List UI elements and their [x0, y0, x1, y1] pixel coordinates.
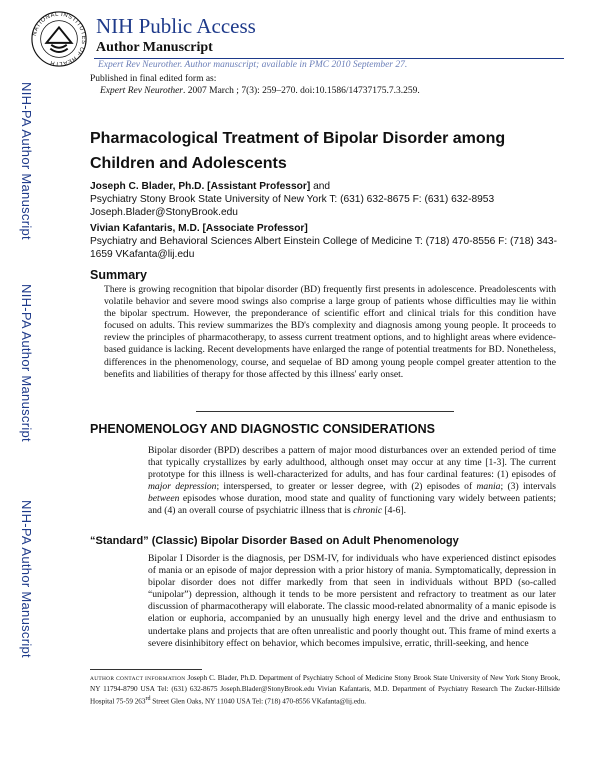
author-block-2 [90, 222, 560, 261]
author-name: Joseph C. Blader, Ph.D. [Assistant Professor] [90, 181, 311, 192]
nih-seal-logo [30, 10, 88, 68]
standard-bd-paragraph: Bipolar I Disorder is the diagnosis, per DSM-IV, for individuals who have experienced distinct episodes of mania or an episode of major depression with a prior history of mania. Symptomatically, depression in bipolar disorder does not differ markedly from that seen in individuals without BPD (so-called “unipolar”) depression, although it tends to be more persistent and refractory to treatment as our later discussion of pharmacotherapy will elaborate. The classic mood-related abnormality of a manic episode is elation or euphoria, accompanied by an unusually high energy level and the drive and enthusiasm to undertake plans and projects that are often unrealistic and poorly thought out. This frame of mind exerts a severe disinhibitory effect on behavior, which becomes impulsive, erratic, thrill-seeking, and hence [148, 553, 556, 649]
footnote-label: AUTHOR CONTACT INFORMATION [90, 676, 186, 682]
author-name: Vivian Kafantaris, M.D. [Associate Professor] [90, 223, 308, 234]
sidebar-label-2: NIH-PA Author Manuscript [19, 284, 34, 442]
section-divider [196, 411, 454, 412]
footnote-divider [90, 669, 202, 670]
published-line: Published in final edited form as: [90, 74, 217, 84]
header-divider [94, 58, 564, 59]
standard-bd-heading: “Standard” (Classic) Bipolar Disorder Based on Adult Phenomenology [90, 535, 459, 547]
citation-journal: Expert Rev Neurother [100, 86, 184, 96]
nih-public-access-title: NIH Public Access [96, 14, 256, 38]
sidebar-label-1: NIH-PA Author Manuscript [19, 82, 34, 240]
phenomenology-heading: PHENOMENOLOGY AND DIAGNOSTIC CONSIDERATIONS [90, 422, 435, 436]
article-title: Pharmacological Treatment of Bipolar Disorder among Children and Adolescents [90, 130, 506, 172]
author-manuscript-label: Author Manuscript [96, 40, 213, 55]
author-conjunction: and [310, 181, 331, 192]
author-affiliation: Psychiatry and Behavioral Sciences Albert Einstein College of Medicine T: (718) 470-8556 F: (718) 343-1659 VKafanta@lij.edu [90, 236, 557, 260]
phenomenology-paragraph: Bipolar disorder (BPD) describes a pattern of major mood disturbances over an extended period of time that typically crystallizes by early adulthood, although onset may occur at any time [1-3]. The current prototype for this illness is well-characterized for adults, and has four cardinal features: (1) episodes of major depression; interspersed, to greater or lesser degree, with (2) episodes of mania; (3) intervals between episodes whose duration, mood state and quality of functioning vary widely between patients; and (4) an overall course of psychiatric illness that is chronic [4-6]. [148, 445, 556, 517]
author-contact-footnote: AUTHOR CONTACT INFORMATION Joseph C. Blader, Ph.D. Department of Psychiatry School of Medicine Stony Brook State University of New York Stony Brook, NY 11794-8790 USA Tel: (631) 632-8675 Joseph.Blader@StonyBrook.edu Vivian Kafantaris, M.D. Department of Psychiatry Research The Zucker-Hillside Hospital 75-59 263rd Street Glen Oaks, NY 11040 USA Tel: (718) 470-8556 VKafanta@lij.edu. [90, 674, 560, 706]
citation-details: . 2007 March ; 7(3): 259–270. doi:10.1586/14737175.7.3.259. [183, 86, 420, 96]
header-journal: Expert Rev Neurother. [98, 60, 183, 70]
sidebar-label-3: NIH-PA Author Manuscript [19, 500, 34, 658]
svg-text:NATIONAL INSTITUTES OF HEALTH: NATIONAL INSTITUTES OF HEALTH [31, 11, 87, 67]
author-affiliation: Psychiatry Stony Brook State University of New York T: (631) 632-8675 F: (631) 632-8953 Joseph.Blader@StonyBrook.edu [90, 194, 495, 218]
summary-heading: Summary [90, 268, 147, 282]
summary-paragraph: There is growing recognition that bipolar disorder (BD) frequently first presents in adolescence. Preadolescents with volatile behavior and severe mood swings also comprise a large group of patients whose difficulties may lie within the bipolar spectrum. However, the preponderance of scientific effort and clinical trials for this condition have focused on adults. This review summarizes the BD's complexity and diagnosis among young people. It proceeds to review the principles of pharmacotherapy, to assess current treatment options, and to highlight areas where evidence-based guidance is lacking. Recent developments have enlarged the range of potential treatments for BD. Nonetheless, differences in the phenomenology, course, and sequelae of BD among young people compel greater attention to the benefits and liabilities of therapy for those affected by this illness' early onset. [104, 284, 556, 380]
author-block-1 [90, 180, 560, 219]
citation [100, 86, 420, 96]
header-availability [98, 60, 407, 70]
header-availability-text: Author manuscript; available in PMC 2010 September 27. [182, 60, 408, 70]
